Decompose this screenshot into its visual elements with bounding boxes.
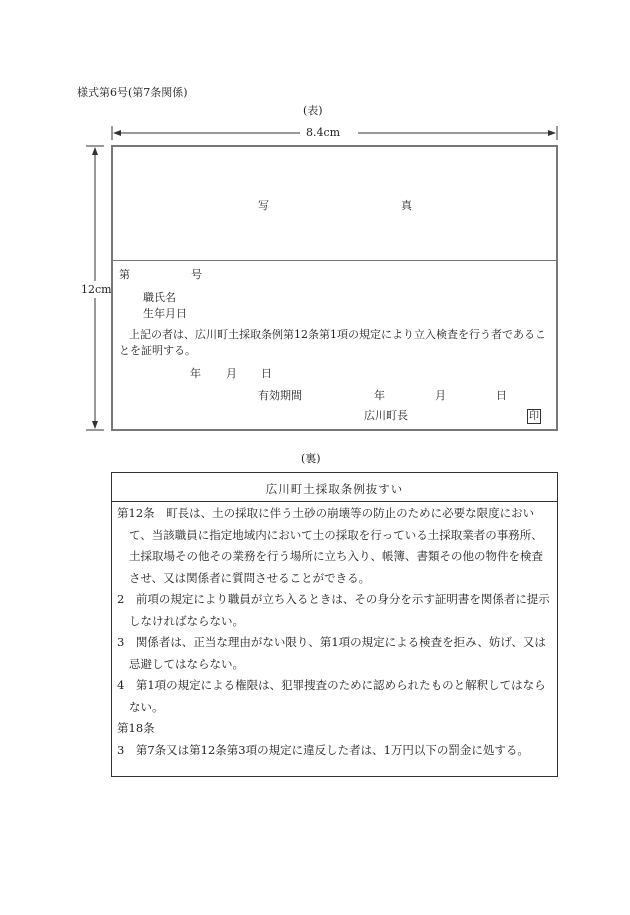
article-18-heading: 第18条 xyxy=(117,721,155,735)
issue-date-day: 日 xyxy=(261,367,272,380)
validity-year: 年 xyxy=(374,389,385,402)
width-label: 8.4cm xyxy=(306,126,341,139)
article-18-clause-3: 3 第7条又は第12条第3項の規定に違反した者は、1万円以下の罰金に処する。 xyxy=(117,742,529,757)
height-label: 12cm xyxy=(81,283,112,296)
number-prefix: 第 xyxy=(119,268,130,281)
certification-text: 上記の者は、広川町土採取条例第12条第1項の規定により立入検査を行う者であることを証明する。 xyxy=(119,328,546,357)
article-12-clause-3: 3 関係者は、正当な理由がない限り、第1項の規定による検査を拒み、妨げ、又は忌避してはならない。 xyxy=(117,635,546,671)
title-divider xyxy=(112,501,557,502)
id-card-back xyxy=(111,472,558,777)
article-12-clause-1: 第12条 町長は、土の採取に伴う土砂の崩壊等の防止のために必要な限度において、当該職員に指定地域内において土の採取を行っている土採取業者の事務所、土採取場その他その業務を行う場所に立ち入り、帳簿、書類その他の物件を検査させ、又は関係者に質問させることができる。 xyxy=(117,506,543,585)
birth-date-label: 生年月日 xyxy=(143,307,187,320)
ordinance-excerpt xyxy=(117,503,553,761)
seal-mark: 印 xyxy=(529,411,539,422)
issuer-label: 広川町長 xyxy=(364,409,408,422)
number-suffix: 号 xyxy=(191,268,202,281)
id-card-front xyxy=(111,145,558,431)
photo-divider xyxy=(113,260,556,261)
validity-month: 月 xyxy=(435,389,446,402)
position-name-label: 職氏名 xyxy=(143,291,176,304)
form-label: 様式第6号(第7条関係) xyxy=(77,86,188,99)
issue-date-month: 月 xyxy=(226,367,237,380)
front-side-label: (表) xyxy=(303,104,323,117)
article-12-clause-4: 4 第1項の規定による権限は、犯罪捜査のために認められたものと解釈してはならない。 xyxy=(117,678,546,714)
article-12-clause-2: 2 前項の規定により職員が立ち入るときは、その身分を示す証明書を関係者に提示しなければならない。 xyxy=(117,592,550,628)
ordinance-title: 広川町土採取条例抜すい xyxy=(265,482,404,496)
back-side-label: (裏) xyxy=(301,452,321,465)
validity-day: 日 xyxy=(496,389,507,402)
validity-label: 有効期間 xyxy=(258,389,302,402)
photo-label-char-1: 写 xyxy=(258,199,269,212)
photo-label-char-2: 真 xyxy=(401,199,412,212)
issue-date-year: 年 xyxy=(190,367,201,380)
